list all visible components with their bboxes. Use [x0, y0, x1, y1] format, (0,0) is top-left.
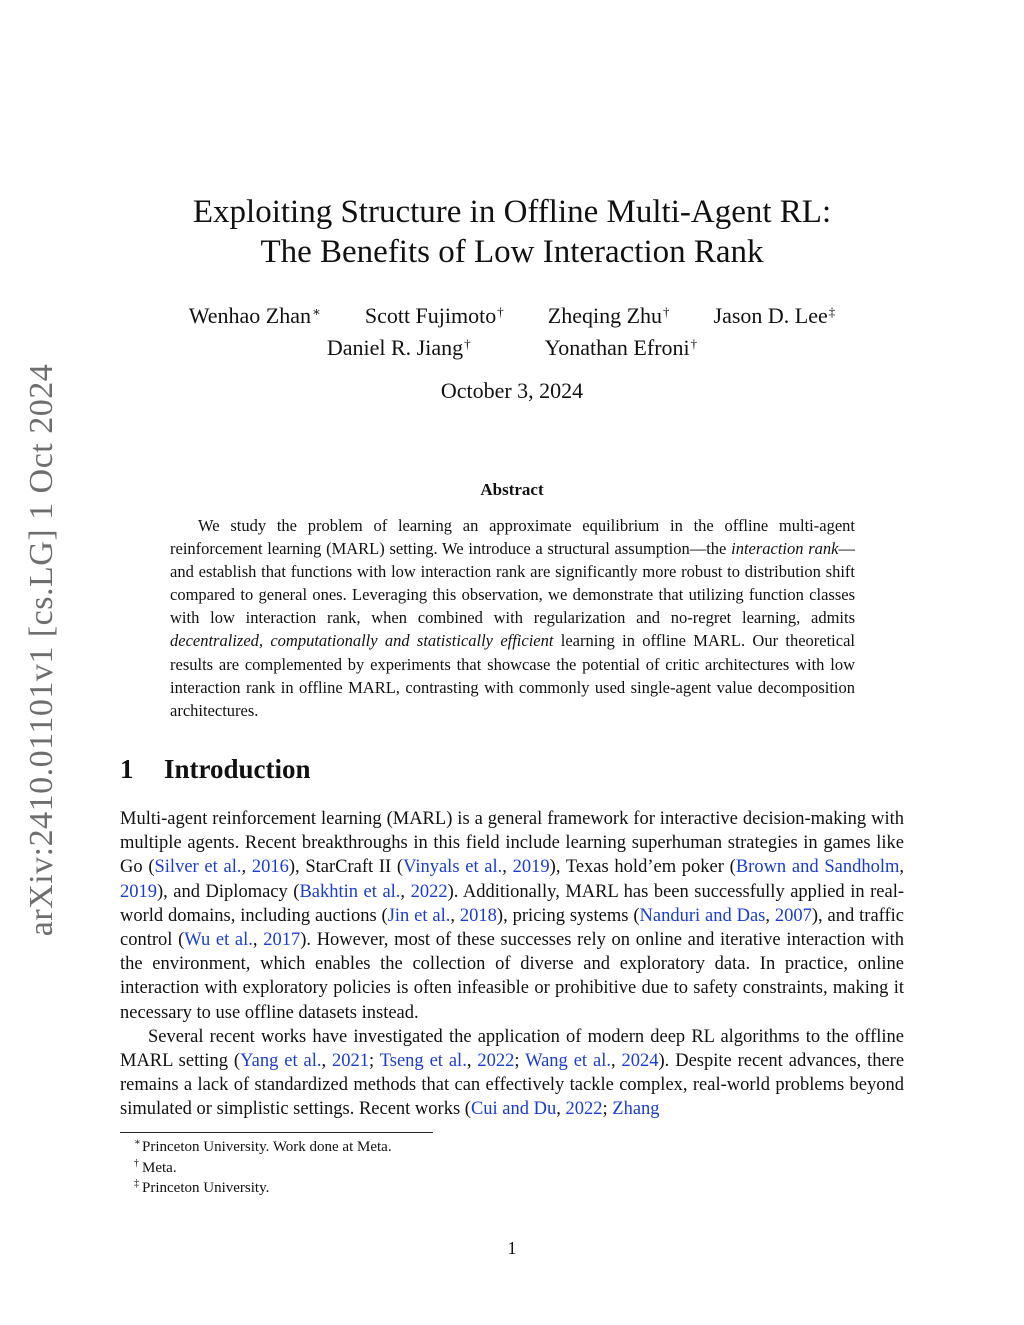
- section-heading: [120, 754, 311, 785]
- footnote-mark: ∗: [134, 1137, 141, 1148]
- footnote: ∗ Princeton University. Work done at Meta.: [142, 1137, 392, 1158]
- citation-link[interactable]: Nanduri and Das: [639, 905, 766, 926]
- citation-link[interactable]: Bakhtin et al.: [299, 881, 401, 902]
- citation-link[interactable]: Tseng et al.: [379, 1051, 467, 1072]
- title-line-1: Exploiting Structure in Offline Multi-Agent RL:: [192, 194, 832, 230]
- citation-link[interactable]: 2024: [621, 1051, 659, 1072]
- abstract-heading: Abstract: [480, 480, 544, 499]
- publication-date: October 3, 2024: [440, 378, 584, 403]
- section-title: Introduction: [164, 754, 311, 784]
- emphasis-text: decentralized, computationally and statistically efficient: [170, 631, 554, 651]
- citation-link[interactable]: 2018: [459, 905, 497, 926]
- affiliation-mark: †: [690, 336, 698, 351]
- footnote-divider: [120, 1132, 433, 1133]
- author: Wenhao Zhan∗: [188, 303, 321, 328]
- citation-link[interactable]: 2022: [477, 1051, 515, 1072]
- author: Yonathan Efroni†: [544, 335, 698, 360]
- author: Zheqing Zhu†: [547, 303, 670, 328]
- citation-link[interactable]: 2019: [512, 857, 550, 878]
- citation-link[interactable]: 2007: [774, 905, 812, 926]
- citation-link[interactable]: 2022: [565, 1099, 603, 1120]
- citation-link[interactable]: Vinyals et al.: [403, 857, 503, 878]
- citation-link[interactable]: Zhang: [612, 1099, 660, 1120]
- affiliation-mark: ‡: [828, 304, 836, 319]
- author-row-1: [120, 300, 904, 332]
- citation-link[interactable]: Wu et al.: [184, 930, 253, 951]
- author: Scott Fujimoto†: [364, 303, 504, 328]
- emphasis-text: interaction rank: [731, 539, 839, 559]
- citation-link[interactable]: Jin et al.: [387, 905, 451, 926]
- citation-link[interactable]: Brown and Sandholm: [735, 857, 900, 878]
- author: Daniel R. Jiang†: [326, 335, 471, 360]
- arxiv-identifier-stamp: arXiv:2410.01101v1 [cs.LG] 1 Oct 2024: [23, 363, 60, 937]
- citation-link[interactable]: Wang et al.: [525, 1051, 611, 1072]
- footnote-mark: ‡: [134, 1178, 139, 1189]
- citation-link[interactable]: 2017: [263, 930, 301, 951]
- citation-link[interactable]: 2022: [410, 881, 448, 902]
- affiliation-mark: †: [497, 304, 504, 319]
- intro-paragraph-1: Multi-agent reinforcement learning (MARL) is a general framework for interactive decision-making with multiple agents. Recent breakthroughs in this field include learning superhuman strategies in games like Go (Silver et al., 2016), StarCraft II (Vinyals et al., 2019), Texas hold’em poker (Brown and Sandholm, 2019), and Diplomacy (Bakhtin et al., 2022). Additionally, MARL has been successfully applied in real-world domains, including auctions (Jin et al., 2018), pricing systems (Nanduri and Das, 2007), and traffic control (Wu et al., 2017). However, most of these successes rely on online and iterative interaction with the environment, which enables the collection of diverse and exploratory data. In practice, online interaction with exploratory policies is often infeasible or prohibitive due to safety constraints, making it necessary to use offline datasets instead.: [120, 809, 905, 1023]
- title-line-2: The Benefits of Low Interaction Rank: [260, 234, 764, 270]
- citation-link[interactable]: Yang et al.: [240, 1051, 322, 1072]
- footnote: ‡ Princeton University.: [142, 1178, 392, 1199]
- citation-link[interactable]: 2019: [120, 881, 157, 902]
- paper-title: [120, 192, 904, 272]
- author-list: [120, 300, 904, 364]
- affiliation-mark: ∗: [311, 304, 321, 319]
- abstract-body: We study the problem of learning an approximate equilibrium in the offline multi-agent reinforcement learning (MARL) setting. We introduce a structural assumption—the interaction rank—and establish that functions with low interaction rank are significantly more robust to distribution shift compared to general ones. Leveraging this observation, we demonstrate that utilizing function classes with low interaction rank, when combined with regularization and no-regret learning, admits decentralized, computationally and statistically efficient learning in offline MARL. Our theoretical results are complemented by experiments that showcase the potential of critic architectures with low interaction rank in offline MARL, contrasting with commonly used single-agent value decomposition architectures.: [170, 516, 856, 720]
- affiliation-mark: †: [663, 304, 670, 319]
- citation-link[interactable]: Silver et al.: [154, 857, 242, 878]
- author: Jason D. Lee‡: [713, 303, 836, 328]
- footnote: † Meta.: [142, 1158, 392, 1179]
- citation-link[interactable]: 2021: [332, 1051, 370, 1072]
- page-number: 1: [507, 1238, 517, 1258]
- introduction-body: [120, 807, 904, 1122]
- footnotes: [134, 1137, 392, 1199]
- intro-paragraph-2: Several recent works have investigated the application of modern deep RL algorithms to the offline MARL setting (Yang et al., 2021; Tseng et al., 2022; Wang et al., 2024). Despite recent advances, there remains a lack of standardized methods that can effectively tackle complex, real-world problems beyond simulated or simplistic settings. Recent works (Cui and Du, 2022; Zhang: [120, 1026, 905, 1120]
- affiliation-mark: †: [464, 336, 471, 351]
- author-row-2: [120, 332, 904, 364]
- citation-link[interactable]: Cui and Du: [470, 1099, 557, 1120]
- section-number: 1: [120, 754, 134, 784]
- citation-link[interactable]: 2016: [251, 857, 289, 878]
- footnote-mark: †: [134, 1157, 139, 1169]
